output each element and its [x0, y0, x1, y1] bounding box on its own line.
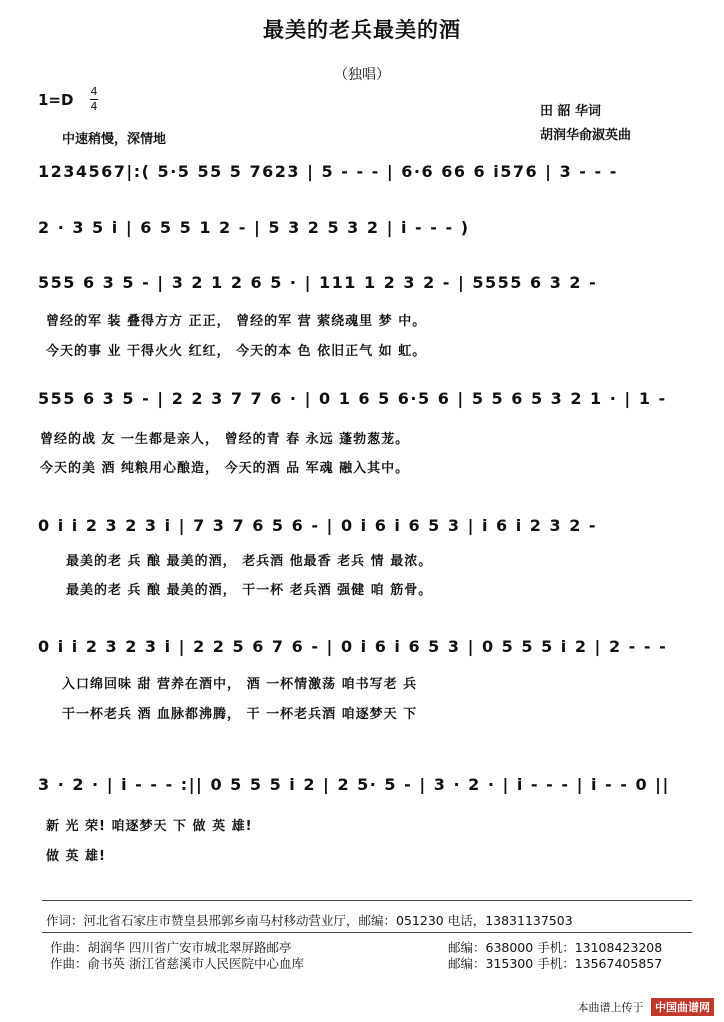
composer-credit: 胡润华俞淑英曲	[540, 128, 632, 143]
score-row: 0 i i 2 3 2 3 i | 2 2 5 6 7 6 - | 0 i 6 i 6 5 3 | 0 5 5 5 i 2 | 2 - - -	[38, 637, 668, 656]
lyricist-credit: 田 韶 华词	[540, 104, 602, 119]
lyric-line: 新 光 荣! 咱逐梦天 下 做 英 雄!	[46, 819, 253, 834]
score-row: 3 · 2 · | i - - - :|| 0 5 5 5 i 2 | 2 5· 5 - | 3 · 2 · | i - - - | i - - 0 ||	[38, 775, 670, 794]
song-title: 最美的老兵最美的酒	[263, 18, 461, 42]
composer1-contact: 作曲：胡润华 四川省广安市城北翠屏路邮亭	[50, 940, 292, 955]
lyric-line: 曾经的军 装 叠得方方 正正， 曾经的军 营 萦绕魂里 梦 中。	[46, 314, 427, 329]
tempo-marking: 中速稍慢，深情地	[62, 132, 167, 147]
composer2-contact: 作曲：俞书英 浙江省慈溪市人民医院中心血库	[50, 956, 304, 971]
lyric-line: 做 英 雄!	[46, 849, 106, 864]
lyricist-contact: 作词：河北省石家庄市赞皇县邢郭乡南马村移动营业厅，邮编：051230 电话，13831137503	[46, 913, 573, 928]
footer-divider	[42, 900, 692, 901]
lyric-line: 最美的老 兵 酿 最美的酒， 老兵酒 他最香 老兵 情 最浓。	[66, 554, 433, 569]
key-signature: 1=D	[38, 91, 74, 109]
song-subtitle: （独唱）	[334, 67, 390, 83]
meter-top: 4	[90, 85, 98, 98]
lyric-line: 最美的老 兵 酿 最美的酒， 干一杯 老兵酒 强健 咱 筋骨。	[66, 583, 433, 598]
composer2-postal: 邮编：315300 手机：13567405857	[448, 956, 663, 971]
upload-text: 本曲谱上传于	[577, 1001, 644, 1014]
score-row: 555 6 3 5 - | 2 2 3 7 7 6 · | 0 1 6 5 6·5 6 | 5 5 6 5 3 2 1 · | 1 -	[38, 389, 667, 408]
time-signature	[90, 86, 98, 113]
meter-bottom: 4	[90, 100, 98, 113]
site-logo[interactable]: 中国曲谱网	[651, 998, 714, 1016]
lyric-line: 干一杯老兵 酒 血脉都沸腾， 干 一杯老兵酒 咱逐梦天 下	[62, 707, 418, 722]
lyric-line: 今天的事 业 干得火火 红红， 今天的本 色 依旧正气 如 虹。	[46, 344, 427, 359]
composer1-postal: 邮编：638000 手机：13108423208	[448, 940, 663, 955]
score-row: 1234567|:( 5·5 55 5 7623 | 5 - - - | 6·6 66 6 i576 | 3 - - -	[38, 162, 618, 181]
score-row: 555 6 3 5 - | 3 2 1 2 6 5 · | 111 1 2 3 2 - | 5555 6 3 2 -	[38, 273, 598, 292]
footer-divider	[42, 932, 692, 933]
score-row: 0 i i 2 3 2 3 i | 7 3 7 6 5 6 - | 0 i 6 i 6 5 3 | i 6 i 2 3 2 -	[38, 516, 598, 535]
upload-notice	[578, 998, 715, 1016]
lyric-line: 曾经的战 友 一生都是亲人， 曾经的青 春 永远 蓬勃葱茏。	[40, 432, 410, 447]
score-row: 2 · 3 5 i | 6 5 5 1 2 - | 5 3 2 5 3 2 | i - - - )	[38, 218, 470, 237]
lyric-line: 入口绵回味 甜 营养在酒中， 酒 一杯情激荡 咱书写老 兵	[62, 677, 418, 692]
lyric-line: 今天的美 酒 纯粮用心酿造， 今天的酒 品 军魂 融入其中。	[40, 461, 410, 476]
